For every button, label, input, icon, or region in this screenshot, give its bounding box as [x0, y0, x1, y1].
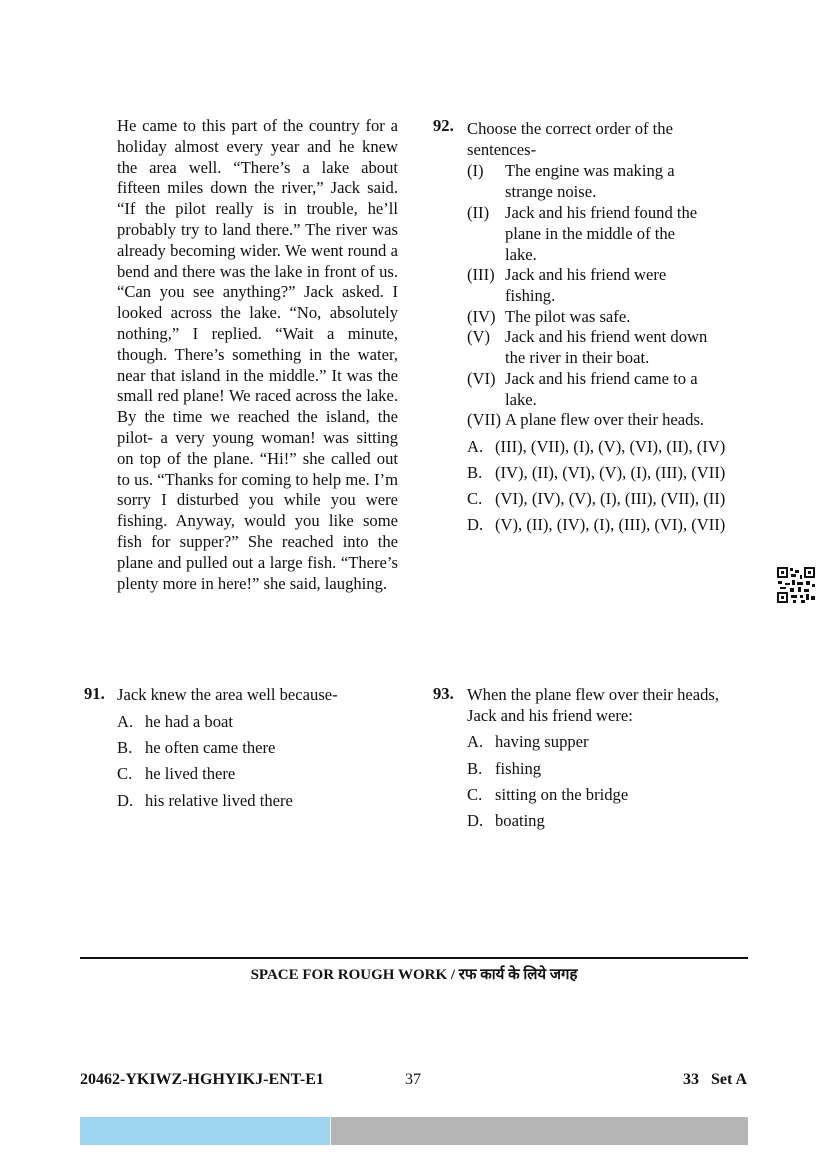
footer-bar-gray [331, 1117, 748, 1145]
option-b[interactable]: B. he often came there [117, 738, 276, 757]
question-number: 93. [433, 684, 454, 703]
option-d[interactable]: D. (V), (II), (IV), (I), (III), (VI), (VII) [467, 515, 726, 534]
page-number: 37 [405, 1071, 421, 1088]
qr-code-icon [776, 566, 816, 604]
paper-code: 20462-YKIWZ-HGHYIKJ-ENT-E1 [80, 1071, 324, 1088]
divider [80, 957, 748, 959]
option-c[interactable]: C. he lived there [117, 764, 236, 783]
question-92: 92. Choose the correct order of the sentences- (I) The engine was making a strange noise. (II) Jack and his friend found the plane in the middle of the lake. (III) Jack and his friend were fishing. (IV) The pilot was safe. (V) Jack and his friend went down the river in their boat. (VI) Jack and his friend came to a lake. (VII) A plane flew over their heads. A. (III), (VII), (I), (V), (VI), (II), (IV) B. (IV), (II), (VI), (V), (I), (III), (VII) C. (VI), (IV), (V), (I), (III), (VII), (II) D. (V), (II), (IV), (I), (III), (VI), (VII) [433, 116, 753, 536]
option-a[interactable]: A. having supper [467, 732, 589, 751]
option-a[interactable]: A. he had a boat [117, 712, 234, 731]
question-text: When the plane flew over their heads, Jack and his friend were: [467, 685, 720, 725]
option-b[interactable]: B. (IV), (II), (VI), (V), (I), (III), (VII) [467, 463, 726, 482]
question-93 [433, 684, 753, 834]
rough-work-label: SPACE FOR ROUGH WORK / रफ कार्य के लिये जगह [250, 967, 578, 983]
option-b[interactable]: B. fishing [467, 759, 542, 778]
passage-text: He came to this part of the country for a holiday almost every year and he knew the area well. “There’s a lake about fifteen miles down the river,” Jack said. “If the pilot really is in trouble, he’ll probably try to land there.” The river was already becoming wider. We went round a bend and there was the lake in front of us. “Can you see anything?” Jack asked. I looked across the lake. “No, absolutely nothing,” I replied. “Wait a minute, though. There’s something in the water, near that island in the middle.” It was the small red plane! We raced across the lake. By the time we reached the island, the pilot- a very young woman! was sitting on top of the plane. “Hi!” she called out to us. “Thanks for coming to help me. I’m sorry I disturbed you while you were fishing. Anyway, would you like some fish for supper?” She reached into the plane and pulled out a large fish. “There’s plenty more in here!” she said, laughing. [117, 116, 398, 593]
question-number: 92. [433, 116, 454, 135]
option-d[interactable]: D. his relative lived there [117, 791, 293, 810]
footer-bar-blue [80, 1117, 330, 1145]
question-text: Jack knew the area well because- [117, 685, 338, 704]
set-label: 33 Set A [683, 1071, 747, 1088]
option-d[interactable]: D. boating [467, 811, 545, 830]
question-91 [84, 684, 404, 814]
option-a[interactable]: A. (III), (VII), (I), (V), (VI), (II), (IV) [467, 437, 726, 456]
option-c[interactable]: C. sitting on the bridge [467, 785, 629, 804]
reading-passage [117, 116, 398, 594]
question-number: 91. [84, 684, 105, 703]
option-c[interactable]: C. (VI), (IV), (V), (I), (III), (VII), (II) [467, 489, 726, 508]
question-text: Choose the correct order of the sentences- [467, 119, 673, 159]
